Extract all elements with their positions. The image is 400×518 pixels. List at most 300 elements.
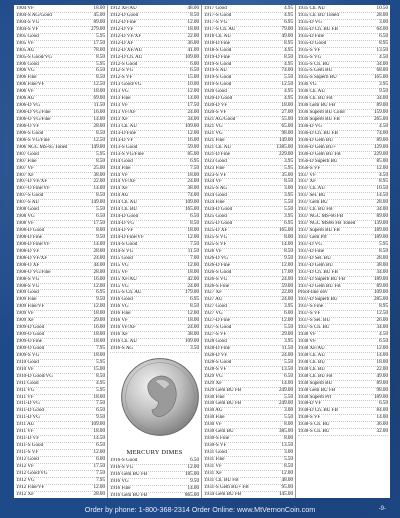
coin-price: 165.00 <box>373 74 388 81</box>
price-row <box>298 48 388 55</box>
price-row <box>298 346 388 353</box>
coin-price: 15.00 <box>93 365 105 372</box>
coin-description: 1904 VF <box>16 6 34 11</box>
price-row <box>298 235 388 242</box>
coin-description: 1925-S VG <box>204 234 228 240</box>
price-row <box>16 332 105 339</box>
coin-description: 1930 VF <box>204 422 222 428</box>
coin-description: 1905 AU <box>16 47 35 53</box>
coin-price: 95.00 <box>281 483 293 490</box>
coin-description: 1937-D Superb BU FB <box>298 276 346 282</box>
price-row <box>298 89 388 96</box>
price-row <box>298 381 388 388</box>
price-row <box>16 492 105 498</box>
price-column-2 <box>108 5 202 498</box>
price-row <box>16 200 105 207</box>
price-row <box>204 82 293 89</box>
coin-price: 8.95 <box>379 303 388 310</box>
coin-price: 14.00 <box>187 484 199 491</box>
coin-price: 49.00 <box>281 32 293 39</box>
coin-price: 7.50 <box>96 400 105 407</box>
coin-description: 1916 VG <box>110 478 129 484</box>
coin-price: 28.00 <box>376 254 388 261</box>
coin-price: 18.00 <box>93 88 105 95</box>
coin-description: 1906-S Good <box>16 130 44 136</box>
price-column-1 <box>14 5 108 498</box>
coin-description: 1931 VF <box>204 463 222 469</box>
coin-description: 1931 XF <box>204 470 222 476</box>
coin-description: 1937 Gem BU <box>298 200 328 206</box>
coin-description: 1935-D Good <box>298 40 327 46</box>
coin-price: 229.00 <box>278 150 293 157</box>
price-row <box>16 367 105 374</box>
coin-price: 285.00 <box>373 296 388 303</box>
coin-description: 1914 XF <box>110 186 128 192</box>
coin-description: 1938 VF <box>298 339 316 344</box>
coin-description: 1913 VF <box>110 103 128 109</box>
coin-description: 1936-D Gem BU FB <box>298 151 341 157</box>
coin-price: 16.00 <box>93 275 105 282</box>
price-row <box>110 166 199 173</box>
price-row <box>110 55 199 62</box>
coin-description: 1911-S Good <box>16 443 44 449</box>
coin-price: 48.00 <box>187 5 199 11</box>
coin-description: 1908-O VG/Fine <box>16 269 51 275</box>
price-row <box>298 422 388 429</box>
coin-price: 38.00 <box>93 171 105 178</box>
price-row <box>110 89 199 96</box>
price-row <box>298 304 388 311</box>
coin-price: 17.50 <box>93 39 105 46</box>
price-row <box>204 62 293 69</box>
coin-description: 1914 Ch. BU <box>110 207 138 213</box>
coin-price: 36.00 <box>376 421 388 428</box>
price-row <box>110 124 199 131</box>
price-row <box>110 152 199 159</box>
coin-price: 14.00 <box>187 95 199 102</box>
coin-description: 1938-D VF <box>298 401 322 407</box>
coin-description: 1916-S VG <box>110 464 134 470</box>
price-row <box>298 249 388 256</box>
coin-price: 24.00 <box>187 282 199 289</box>
coin-description: 1924 Fine <box>204 200 225 206</box>
coin-description: 1936-D Gem BU <box>298 137 334 143</box>
coin-description: 1936 VG <box>298 82 317 88</box>
coin-price: 189.00 <box>373 227 388 233</box>
coin-price: 13.50 <box>281 365 293 372</box>
price-row <box>16 401 105 408</box>
coin-description: 1924-D Good <box>204 207 233 213</box>
price-row <box>204 450 293 457</box>
coin-description: 1930 Gem BU FB <box>204 401 242 407</box>
coin-description: 1915 VG <box>110 283 129 289</box>
coin-description: 1937-S VF <box>298 311 321 317</box>
price-row <box>16 284 105 291</box>
coin-description: 1909 XF <box>16 318 34 324</box>
price-row <box>298 395 388 402</box>
coin-price: 18.00 <box>93 5 105 11</box>
coin-price: 7.50 <box>190 164 199 171</box>
coin-description: 1908 VG <box>16 214 35 220</box>
coin-price: 3.00 <box>379 18 388 25</box>
price-row <box>204 6 293 13</box>
coin-description: 1935-S Gem BU <box>298 68 333 74</box>
coin-price: 18.00 <box>187 227 199 233</box>
coin-description: 1937-D Superb BU <box>298 297 338 303</box>
coin-description: 1927-D Fine <box>204 318 230 324</box>
coin-price: 189.00 <box>373 275 388 282</box>
price-row <box>110 159 199 166</box>
coin-description: 1905-S Good/VG <box>16 54 53 60</box>
price-row <box>16 179 105 186</box>
coin-description: 1912 Good <box>16 456 39 462</box>
coin-price: 34.00 <box>376 268 388 275</box>
coin-price: 64.00 <box>376 25 388 32</box>
coin-price: 74.00 <box>187 192 199 199</box>
coin-price: 27.00 <box>281 109 293 116</box>
coin-price: 12.00 <box>376 344 388 351</box>
coin-description: 1909-S VG <box>16 352 40 358</box>
coin-price: 89.00 <box>376 213 388 220</box>
price-row <box>16 242 105 249</box>
coin-description: 1914 Good <box>110 158 133 164</box>
coin-illustration <box>110 353 199 458</box>
coin-description: 1914-D Fine/VF <box>110 234 144 240</box>
coin-price: 38.00 <box>187 331 199 338</box>
price-row <box>204 200 293 207</box>
coin-price: 15.00 <box>187 74 199 81</box>
price-row <box>298 13 388 20</box>
price-row <box>204 235 293 242</box>
price-row <box>298 339 388 346</box>
coin-description: 1931-S Gem BU+ FB <box>204 484 249 490</box>
coin-price: 109.00 <box>184 199 199 206</box>
price-row <box>110 214 199 221</box>
coin-price: 18.00 <box>187 171 199 178</box>
coin-description: 1931 Fine <box>204 456 225 462</box>
coin-description: 1937 XF <box>298 179 316 185</box>
coin-price: 8.00 <box>284 233 293 240</box>
price-row <box>298 27 388 34</box>
coin-description: 1908-D VF/XF <box>16 255 48 261</box>
price-row <box>16 152 105 159</box>
price-row <box>110 263 199 270</box>
price-row <box>298 200 388 207</box>
price-row <box>204 353 293 360</box>
coin-price: 3.95 <box>284 303 293 310</box>
price-row <box>204 304 293 311</box>
coin-description: 1935-S Ch. BU <box>298 61 330 67</box>
coin-description: 1938 Ch. BU FB <box>298 373 333 379</box>
coin-price: 18.00 <box>187 25 199 32</box>
coin-price: 18.00 <box>93 428 105 435</box>
coin-description: 1908 VF <box>16 221 34 227</box>
coin-description: 1914 Fine <box>110 165 131 171</box>
coin-price: 8.50 <box>379 247 388 254</box>
coin-description: 1921 VG <box>204 123 223 129</box>
coin-price: 8.95 <box>379 39 388 46</box>
price-row <box>204 173 293 180</box>
coin-description: 1923 Good <box>204 158 227 164</box>
price-row <box>204 27 293 34</box>
price-row <box>298 360 388 367</box>
coin-description: 1927 VG <box>204 311 223 317</box>
coin-price: 4.95 <box>284 95 293 102</box>
coin-description: 1927-S Good <box>204 325 232 331</box>
price-row <box>204 290 293 297</box>
price-row <box>204 464 293 471</box>
coin-description: 1924 Good <box>204 193 227 199</box>
price-row <box>16 166 105 173</box>
price-row <box>16 34 105 41</box>
coin-price: 79.00 <box>281 25 293 32</box>
coin-description: 1911 VF <box>16 429 34 435</box>
price-row <box>110 13 199 20</box>
coin-price: 8.50 <box>96 157 105 164</box>
coin-description: 1912-D Good <box>110 12 139 18</box>
coin-description: 1927 XF <box>204 290 222 296</box>
coin-price: 18.00 <box>93 393 105 400</box>
coin-description: 1906 VF <box>16 89 34 95</box>
coin-price: 6.95 <box>190 296 199 303</box>
coin-description: 1938 Superb BU <box>298 380 333 386</box>
coin-description: 1938 VF <box>298 332 316 338</box>
coin-description: 1938 Ch. BU <box>298 359 326 365</box>
price-row <box>204 436 293 443</box>
price-row <box>110 311 199 318</box>
price-row <box>110 62 199 69</box>
price-row <box>16 325 105 332</box>
price-row <box>298 75 388 82</box>
coin-price: 8.50 <box>284 462 293 469</box>
price-row <box>16 62 105 69</box>
coin-description: 1911-S VF <box>16 450 39 455</box>
coin-description: 1937 NGC MS66 FB Toned <box>298 221 356 227</box>
coin-description: 1935-S Superb BU <box>298 75 337 81</box>
price-row <box>16 263 105 270</box>
price-row <box>298 96 388 103</box>
coin-price: 18.00 <box>281 102 293 109</box>
coin-price: 9.50 <box>284 254 293 261</box>
coin-price: 69.00 <box>93 95 105 102</box>
coin-price: 8.50 <box>284 247 293 254</box>
price-row <box>204 297 293 304</box>
coin-price: 18.00 <box>187 268 199 275</box>
coin-price: 6.50 <box>96 407 105 414</box>
price-row <box>298 332 388 339</box>
coin-description: 1909 Fine <box>16 297 37 303</box>
price-row <box>16 443 105 450</box>
coin-price: 4.50 <box>379 53 388 60</box>
price-row <box>16 48 105 55</box>
coin-price: 12.00 <box>187 261 199 268</box>
coin-price: 109.00 <box>90 421 105 428</box>
coin-description: 1937-S Ch. BU <box>298 325 330 331</box>
coin-description: 1937 Ch. AU <box>298 186 326 192</box>
coin-price: 12.00 <box>281 261 293 268</box>
coin-price: 12.50 <box>93 136 105 143</box>
coin-price: 5.95 <box>96 150 105 157</box>
price-row <box>298 256 388 263</box>
price-row <box>204 284 293 291</box>
coin-description: 1907 Fine <box>16 158 37 164</box>
coin-price: 9.50 <box>96 414 105 421</box>
coin-description: 1910-D Good/VG <box>16 373 53 379</box>
coin-price: 5.50 <box>284 455 293 462</box>
price-row <box>110 458 199 465</box>
price-row <box>16 346 105 353</box>
coin-price: 8.00 <box>284 421 293 428</box>
price-row <box>16 145 105 152</box>
coin-description: 1937 Ch. BU FB <box>298 207 333 213</box>
coin-description: 1908-S VG <box>16 283 40 289</box>
price-row <box>110 68 199 75</box>
coin-description: 1904-S VG <box>16 19 40 25</box>
coin-description: 1916-S AG <box>110 345 134 351</box>
coin-description: 1926-S Fine <box>204 283 230 289</box>
price-row <box>16 436 105 443</box>
coin-description: 1921 AG/Good <box>204 117 236 122</box>
price-row <box>298 20 388 27</box>
coin-description: 1913 XF <box>110 117 128 122</box>
coin-description: 1923 Fine <box>204 165 225 171</box>
price-row <box>16 388 105 395</box>
coin-price: 26.00 <box>376 317 388 324</box>
price-row <box>204 228 293 235</box>
coin-price: 28.00 <box>93 122 105 129</box>
price-row <box>16 131 105 138</box>
coin-price: 38.00 <box>187 185 199 192</box>
coin-price: 8.50 <box>284 53 293 60</box>
price-row <box>204 360 293 367</box>
coin-description: 1919-D Fine <box>204 54 230 60</box>
coin-description: 1907 Good <box>16 151 39 157</box>
coin-price: 65.00 <box>281 122 293 129</box>
coin-price: 165.00 <box>278 227 293 233</box>
coin-price: 14.50 <box>93 435 105 442</box>
coin-description: 1910 VF <box>16 366 34 372</box>
coin-description: 1925-D Good <box>204 221 233 227</box>
coin-price: 109.00 <box>184 122 199 129</box>
coin-price: 59.00 <box>281 282 293 289</box>
price-row <box>298 325 388 332</box>
price-row <box>110 20 199 27</box>
coin-description: 1914 VF <box>110 172 128 178</box>
price-row <box>110 472 199 479</box>
coin-description: 1920 Good <box>204 89 227 95</box>
coin-description: 1913-S VG/Fine <box>110 151 144 157</box>
coin-description: 1906 VG <box>16 68 35 74</box>
coin-price: 5.50 <box>284 199 293 206</box>
coin-description: 1937-D Ch. BU FB <box>298 269 338 275</box>
price-row <box>110 339 199 346</box>
coin-description: 1928-S Good <box>204 359 232 365</box>
price-row <box>110 41 199 48</box>
coin-price: 7.00 <box>190 254 199 261</box>
price-row <box>16 117 105 124</box>
coin-price: 35.00 <box>281 171 293 178</box>
price-row <box>16 360 105 367</box>
coin-price: 7.50 <box>96 469 105 476</box>
coin-price: 98.00 <box>281 129 293 136</box>
price-row <box>16 297 105 304</box>
coin-description: 1921-D Fine <box>204 151 230 157</box>
coin-description: 1906 Good <box>16 61 39 67</box>
price-row <box>16 68 105 75</box>
coin-price: 89.00 <box>376 102 388 109</box>
coin-price: 24.00 <box>187 324 199 331</box>
coin-price: 5.50 <box>284 324 293 331</box>
coin-description: 1929 Gem BU FB <box>204 387 242 393</box>
coin-description: 1926-D Fine <box>204 262 230 268</box>
price-row <box>204 415 293 422</box>
coin-description: 1930 AG <box>204 408 223 414</box>
price-row <box>110 325 199 332</box>
coin-price: 24.00 <box>281 296 293 303</box>
coin-description: 1938 Superb Prf <box>298 394 332 400</box>
mercury-dime-coin-icon <box>120 357 200 437</box>
coin-price: 25.00 <box>93 164 105 171</box>
coin-description: 1911-D VG <box>16 415 40 421</box>
coin-price: 22.00 <box>376 365 388 372</box>
order-info-text: Order by phone: 1-800-368-2314 Order Online: www.MtVernonCoin.com <box>84 504 316 514</box>
price-row <box>204 401 293 408</box>
coin-description: 1926-S VG <box>204 276 228 282</box>
coin-description: 1906 AU <box>16 96 35 102</box>
coin-description: 1908-D Good <box>16 228 45 233</box>
coin-description: 1936 Superb BU Color <box>298 110 346 116</box>
coin-price: 4.95 <box>96 379 105 386</box>
coin-price: 98.00 <box>376 386 388 393</box>
coin-description: 1914-D Good <box>110 214 139 220</box>
price-row <box>204 346 293 353</box>
price-row <box>298 297 388 304</box>
price-row <box>204 263 293 270</box>
price-row <box>110 256 199 263</box>
coin-price: 5.95 <box>96 386 105 393</box>
coin-description: 1913 Ch. AU <box>110 123 138 129</box>
coin-description: 1911-D VF <box>16 436 40 442</box>
price-row <box>16 277 105 284</box>
price-row <box>110 242 199 249</box>
coin-description: 1913-D Fine <box>110 130 136 136</box>
coin-price: 12.50 <box>376 310 388 317</box>
price-row <box>16 221 105 228</box>
coin-description: 1912-D VF/XF <box>110 33 142 39</box>
coin-description: 1907-D VF/XF <box>16 179 48 185</box>
price-row <box>204 152 293 159</box>
coin-description: 1914 AU <box>110 193 129 199</box>
coin-description: 1909-O Good <box>16 332 45 338</box>
coin-price: 8.50 <box>190 11 199 18</box>
coin-description: 1906 NGC MS-65 Toned <box>16 144 68 150</box>
coin-description: 1912 VG <box>16 477 35 483</box>
coin-price: 12.00 <box>187 129 199 136</box>
price-row <box>16 450 105 457</box>
coin-price: 8.50 <box>96 372 105 379</box>
coin-price: 109.00 <box>373 289 388 296</box>
coin-description: 1909-D Good <box>16 325 45 331</box>
coin-price: 1385.00 <box>276 143 293 150</box>
coin-price: 18.00 <box>93 338 105 344</box>
price-row <box>110 96 199 103</box>
coin-description: 1906-D VG <box>16 103 41 109</box>
coin-price: 159.00 <box>373 109 388 116</box>
price-row <box>16 422 105 429</box>
price-row <box>204 207 293 214</box>
price-row <box>298 193 388 200</box>
price-row <box>16 55 105 62</box>
